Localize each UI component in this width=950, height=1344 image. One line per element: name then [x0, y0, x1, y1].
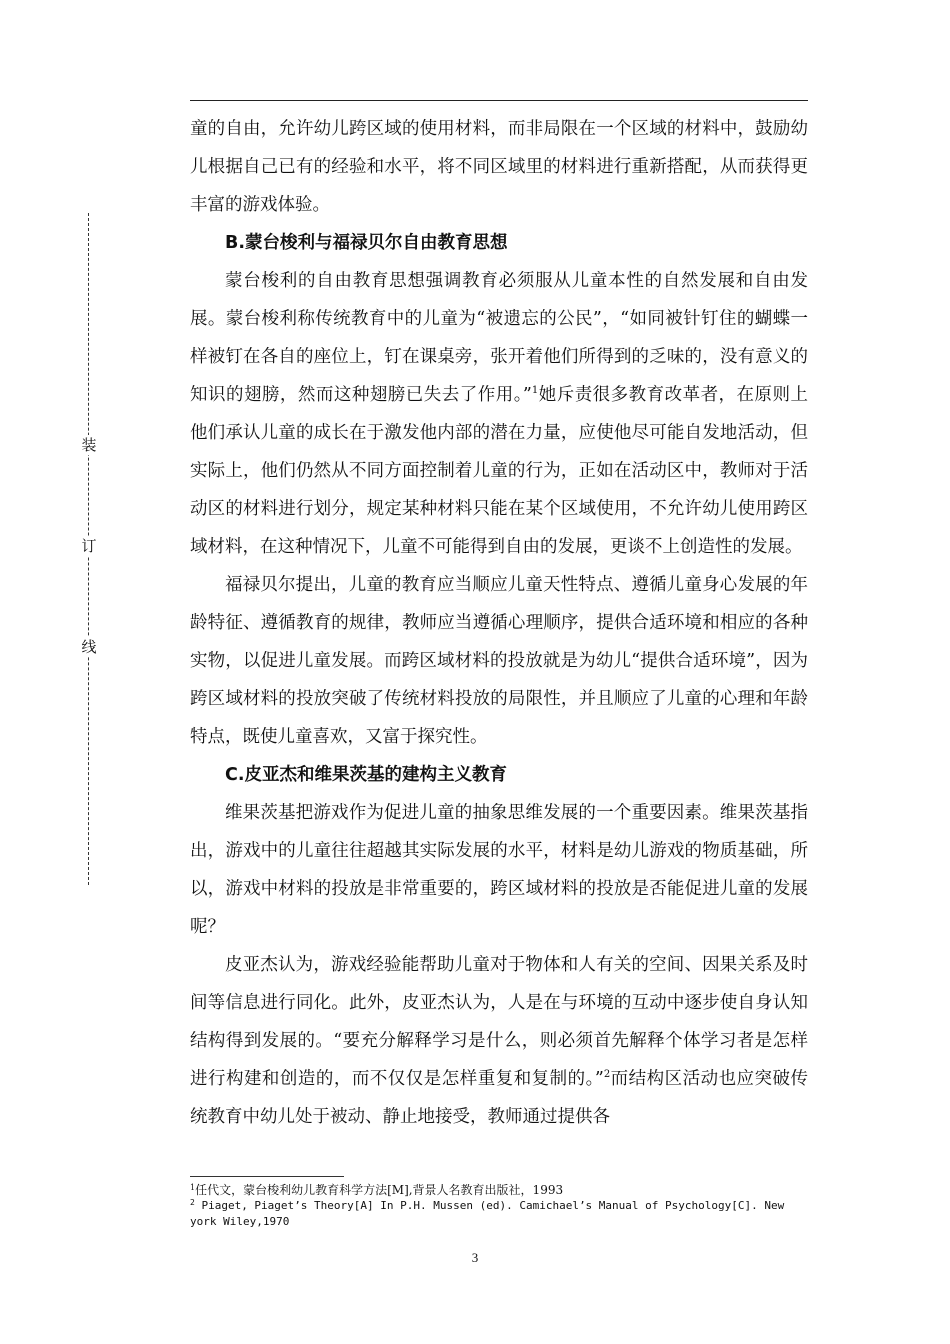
footnote-1: [190, 1182, 808, 1198]
binding-char-ding: 订: [79, 536, 99, 556]
paragraph-montessori: [190, 262, 808, 566]
section-heading-c: C.皮亚杰和维果茨基的建构主义教育: [225, 765, 507, 785]
footnote-2: [190, 1198, 808, 1230]
paragraph-montessori-part2: 她斥责很多教育改革者，在原则上他们承认儿童的成长在于激发他内部的潜在力量，应使他尽可能自发地活动，但实际上，他们仍然从不同方面控制着儿童的行为，正如在活动区中，教师对于活动区的材料进行划分，规定某种材料只能在某个区域使用，不允许幼儿使用跨区域材料，在这种情况下，儿童不可能得到自由的发展，更谈不上创造性的发展。: [190, 385, 808, 557]
footnotes: [190, 1182, 808, 1230]
paragraph-montessori-part1: 蒙台梭利的自由教育思想强调教育必须服从儿童本性的自然发展和自由发展。蒙台梭利称传统教育中的儿童为“被遗忘的公民”，“如同被针钉住的蝴蝶一样被钉在各自的座位上，钉在课桌旁，张开着他们所得到的乏味的，没有意义的知识的翅膀，然而这种翅膀已失去了作用。”: [190, 271, 808, 405]
binding-margin: [82, 213, 96, 885]
paragraph-piaget-part2: 而结构区活动也应突破传统教育中幼儿处于被动、静止地接受，教师通过提供各: [190, 1069, 808, 1127]
binding-char-xian: 线: [79, 637, 99, 657]
paragraph-piaget: [190, 946, 808, 1136]
footnote-1-mark: 1: [190, 1183, 196, 1192]
paragraph-continued: 童的自由，允许幼儿跨区域的使用材料，而非局限在一个区域的材料中，鼓励幼儿根据自己已有的经验和水平，将不同区域里的材料进行重新搭配，从而获得更丰富的游戏体验。: [190, 119, 808, 215]
footnote-separator: [190, 1176, 344, 1177]
page-number: 3: [471, 1250, 479, 1265]
footnote-ref-2: 2: [603, 1069, 611, 1080]
binding-char-zhuang: 装: [79, 435, 99, 455]
footnote-2-text: Piaget, Piaget’s Theory[A] In P.H. Mussen (ed). Camichael’s Manual of Psychology[C]. New york Wiley,1970: [190, 1199, 785, 1228]
footnote-2-mark: 2: [190, 1198, 195, 1207]
section-heading-b: B.蒙台梭利与福禄贝尔自由教育思想: [225, 233, 508, 253]
paragraph-piaget-part1: 皮亚杰认为，游戏经验能帮助儿童对于物体和人有关的空间、因果关系及时间等信息进行同化。此外，皮亚杰认为，人是在与环境的互动中逐步使自身认知结构得到发展的。“要充分解释学习是什么，则必须首先解释个体学习者是怎样进行构建和创造的，而不仅仅是怎样重复和复制的。”: [190, 955, 808, 1089]
document-body: [190, 110, 808, 1136]
header-rule: [190, 100, 808, 101]
paragraph-froebel: 福禄贝尔提出，儿童的教育应当顺应儿童天性特点、遵循儿童身心发展的年龄特征、遵循教育的规律，教师应当遵循心理顺序，提供合适环境和相应的各种实物，以促进儿童发展。而跨区域材料的投放就是为幼儿“提供合适环境”，因为跨区域材料的投放突破了传统材料投放的局限性，并且顺应了儿童的心理和年龄特点，既使儿童喜欢，又富于探究性。: [190, 575, 808, 747]
footnote-1-text: 任代文，蒙台梭利幼儿教育科学方法[M],背景人名教育出版社，1993: [195, 1183, 564, 1197]
footnote-ref-1: 1: [531, 385, 539, 396]
paragraph-vygotsky: 维果茨基把游戏作为促进儿童的抽象思维发展的一个重要因素。维果茨基指出，游戏中的儿童往往超越其实际发展的水平，材料是幼儿游戏的物质基础，所以，游戏中材料的投放是非常重要的，跨区域材料的投放是否能促进儿童的发展呢？: [190, 803, 808, 937]
